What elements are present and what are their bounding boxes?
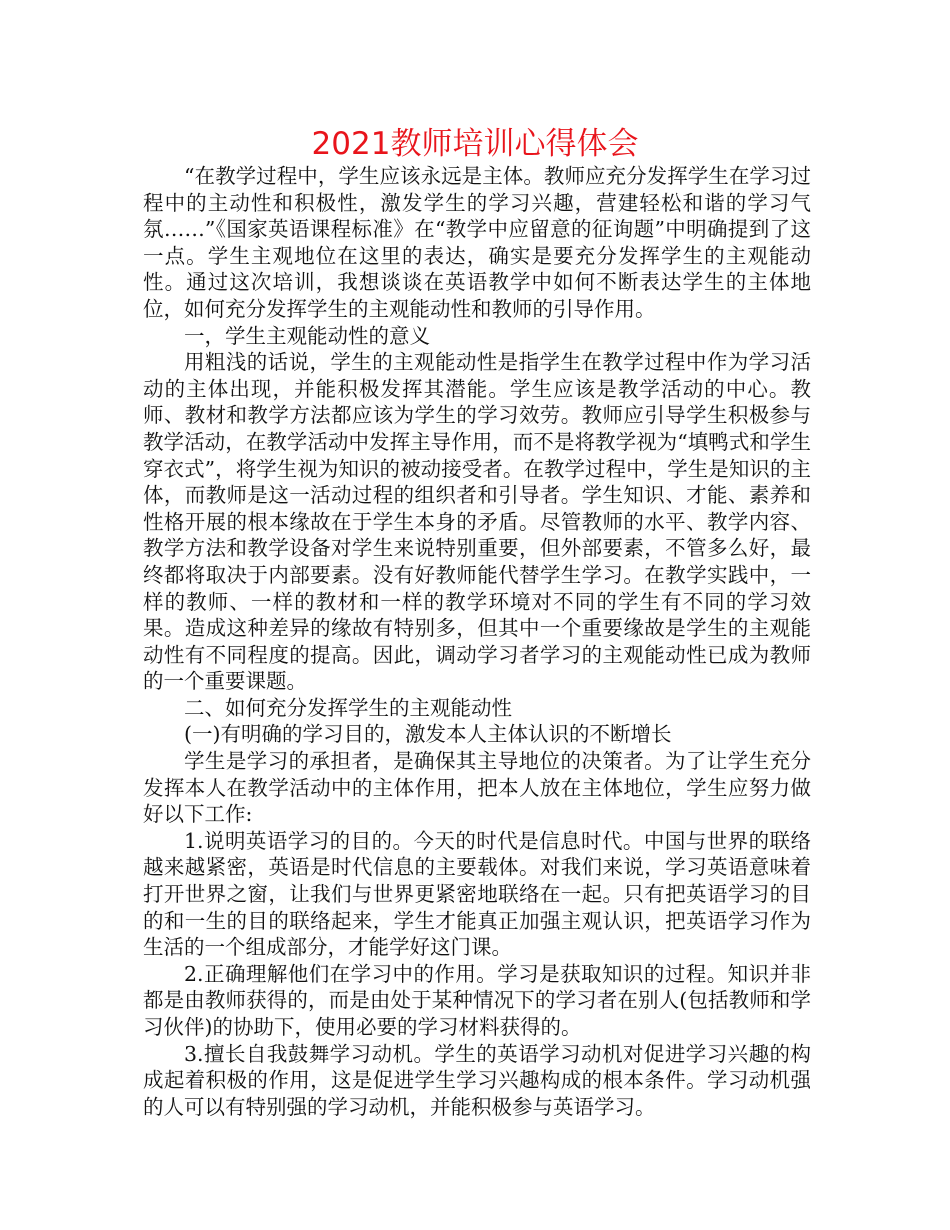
section-heading-1: 一，学生主观能动性的意义	[184, 323, 430, 348]
paragraph-meaning: 用粗浅的话说，学生的主观能动性是指学生在教学过程中作为学习活动的主体出现，并能积极发挥其潜能。学生应该是教学活动的中心。教师、教材和教学方法都应该为学生的学习效劳。教师应引导学生积极参与教学活动，在教学活动中发挥主导作用，而不是将教学视为“填鸭式和学生穿衣式”，将学生视为知识的被动接受者。在教学过程中，学生是知识的主体，而教师是这一活动过程的组织者和引导者。学生知识、才能、素养和性格开展的根本缘故在于学生本身的矛盾。尽管教师的水平、教学内容、教学方法和教学设备对学生来说特别重要，但外部要素，不管多么好，最终都将取决于内部要素。没有好教师能代替学生学习。在教学实践中，一样的教师、一样的教材和一样的教学环境对不同的学生有不同的学习效果。造成这种差异的缘故有特别多，但其中一个重要缘故是学生的主观能动性有不同程度的提高。因此，调动学习者学习的主观能动性已成为教师的一个重要课题。	[143, 350, 811, 694]
section-heading-2: 二、如何充分发挥学生的主观能动性	[184, 695, 512, 720]
list-item-2: 2.正确理解他们在学习中的作用。学习是获取知识的过程。知识并非都是由教师获得的，而是由处于某种情况下的学习者在别人(包括教师和学习伙伴)的协助下，使用必要的学习材料获得的。	[143, 961, 811, 1039]
list-item-3: 3.擅长自我鼓舞学习动机。学生的英语学习动机对促进学习兴趣的构成起着积极的作用，这是促进学生学习兴趣构成的根本条件。学习动机强的人可以有特别强的学习动机，并能积极参与英语学习。	[143, 1041, 811, 1119]
subsection-heading-1: (一)有明确的学习目的，激发本人主体认识的不断增长	[184, 722, 672, 747]
paragraph-learner-role: 学生是学习的承担者，是确保其主导地位的决策者。为了让学生充分发挥本人在教学活动中的主体作用，把本人放在主体地位，学生应努力做好以下工作:	[143, 749, 811, 827]
document-body	[143, 163, 811, 1120]
paragraph-intro: “在教学过程中，学生应该永远是主体。教师应充分发挥学生在学习过程中的主动性和积极性，激发学生的学习兴趣，营建轻松和谐的学习气氛……”《国家英语课程标准》在“教学中应留意的征询题”中明确提到了这一点。学生主观地位在这里的表达，确实是要充分发挥学生的主观能动性。通过这次培训，我想谈谈在英语教学中如何不断表达学生的主体地位，如何充分发挥学生的主观能动性和教师的引导作用。	[143, 164, 811, 321]
document-title: 2021教师培训心得体会	[311, 126, 639, 162]
list-item-1: 1.说明英语学习的目的。今天的时代是信息时代。中国与世界的联络越来越紧密，英语是时代信息的主要载体。对我们来说，学习英语意味着打开世界之窗，让我们与世界更紧密地联络在一起。只有把英语学习的目的和一生的目的联络起来，学生才能真正加强主观认识，把英语学习作为生活的一个组成部分，才能学好这门课。	[143, 828, 811, 960]
